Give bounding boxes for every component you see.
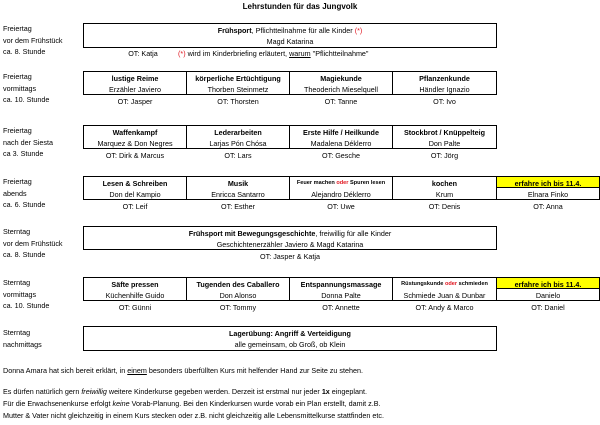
course-teacher: Küchenhilfe Guido <box>105 291 165 300</box>
course-ot: OT: Esther <box>221 202 255 211</box>
course-name-tbd: erfahre ich bis 11.4. <box>514 179 582 188</box>
course-name: Lesen & Schreiben <box>102 179 168 188</box>
day-label-sterntag-vormittags: Sterntag vormittags ca. 10. Stunde <box>3 278 50 310</box>
course-ot: OT: Lars <box>224 151 252 160</box>
course-name: Pflanzenkunde <box>419 74 470 83</box>
course-teacher: Krum <box>435 190 454 199</box>
course-name: Stockbrot / Knüppelteig <box>403 128 486 137</box>
day-label-sterntag-nachmittags: Sterntag nachmittags <box>3 328 42 349</box>
page-title: Lehrstunden für das Jungvolk <box>242 2 358 11</box>
course-name: Tugenden des Caballero <box>196 280 280 289</box>
course-teacher: alle gemeinsam, ob Groß, ob Klein <box>234 340 346 349</box>
course-teacher: Alejandro Déklerro <box>311 190 371 199</box>
course-ot: OT: Annette <box>322 303 360 312</box>
day-label-freiertag-vormittags: Freiertag vormittags ca. 10. Stunde <box>3 72 50 104</box>
course-teacher: Händler Ignazio <box>419 85 470 94</box>
course-name: kochen <box>431 179 458 188</box>
course-name: Entspannungsmassage <box>300 280 382 289</box>
course-teacher: Theoderich Mieselquell <box>304 85 378 94</box>
footnote: (*) wird im Kinderbriefing erläutert, warum "Pflichtteilnahme" <box>178 49 369 58</box>
day-label-freiertag-siesta: Freiertag nach der Siesta ca 3. Stunde <box>3 126 53 158</box>
course-teacher: Don del Kampio <box>109 190 161 199</box>
course-teacher: Don Alonso <box>219 291 257 300</box>
course-name: Waffenkampf <box>112 128 158 137</box>
course-name: Feuer machen oder Spuren lesen <box>296 180 386 186</box>
course-name: lustige Reime <box>111 74 159 83</box>
course-ot: OT: Anna <box>533 202 563 211</box>
course-teacher: Danielo <box>535 291 561 300</box>
course-name-tbd: erfahre ich bis 11.4. <box>514 280 582 289</box>
course-ot: OT: Jasper & Katja <box>260 252 320 261</box>
course-teacher: Marquez & Don Negres <box>97 139 173 148</box>
day-label-freiertag-fruehsport: Freiertag vor dem Frühstück ca. 8. Stunde <box>3 24 63 56</box>
course-name: Musik <box>227 179 249 188</box>
course-ot: OT: Günni <box>118 303 152 312</box>
course-ot: OT: Jörg <box>430 151 459 160</box>
course-teacher: Geschichtenerzähler Javiero & Magd Katarina <box>216 240 364 249</box>
note-line: Für die Erwachsenenkurse erfolgt keine Vorab-Planung. Bei den Kinderkursen wurde vorab ein Plan erstellt, damit z.B. <box>3 399 381 408</box>
course-name: Rüstungskunde oder schmieden <box>401 281 488 287</box>
course-ot: OT: Tanne <box>324 97 358 106</box>
course-teacher: Don Palte <box>428 139 461 148</box>
day-label-sterntag-fruehsport: Sterntag vor dem Frühstück ca. 8. Stunde <box>3 227 63 259</box>
course-name: Lederarbeiten <box>214 128 262 137</box>
course-teacher: Madalena Déklerro <box>310 139 372 148</box>
course-teacher: Erzähler Javiero <box>109 85 161 94</box>
asterisk-marker: (*) <box>354 26 363 35</box>
note-line: Es dürfen natürlich gern freiwillig weitere Kinderkurse gegeben werden. Derzeit ist erstmal nur jeder 1x eingeplant. <box>3 387 367 396</box>
course-title: Frühsport mit Bewegungsgeschichte, freiwillig für alle Kinder <box>188 229 392 238</box>
course-ot: OT: Denis <box>428 202 461 211</box>
course-ot: OT: Andy & Marco <box>415 303 474 312</box>
course-title: Lagerübung: Angriff & Verteidigung <box>229 329 351 338</box>
course-ot: OT: Tommy <box>219 303 257 312</box>
course-name: Magiekunde <box>320 74 362 83</box>
note-line: Donna Amara hat sich bereit erklärt, in einem besonders überfüllten Kurs mit helfender Hand zur Seite zu stehen. <box>3 366 363 375</box>
course-ot: OT: Leif <box>122 202 148 211</box>
course-ot: OT: Uwe <box>327 202 355 211</box>
course-ot: OT: Jasper <box>117 97 153 106</box>
course-teacher: Schmiede Juan & Dunbar <box>403 291 486 300</box>
course-teacher: Thorben Steinmetz <box>207 85 269 94</box>
course-teacher: Magd Katarina <box>266 37 314 46</box>
course-teacher: Elnara Finko <box>527 190 569 199</box>
course-teacher: Donna Palte <box>321 291 361 300</box>
course-teacher: Enricca Santarro <box>211 190 265 199</box>
course-ot: OT: Daniel <box>531 303 565 312</box>
course-name: körperliche Ertüchtigung <box>195 74 281 83</box>
course-ot: OT: Dirk & Marcus <box>105 151 165 160</box>
course-ot: OT: Katja <box>128 49 158 58</box>
course-ot: OT: Gesche <box>322 151 360 160</box>
day-label-freiertag-abends: Freiertag abends ca. 6. Stunde <box>3 177 46 209</box>
course-title: Frühsport, Pflichtteilnahme für alle Kinder (*) <box>217 26 363 35</box>
course-name: Säfte pressen <box>111 280 159 289</box>
course-ot: OT: Ivo <box>433 97 456 106</box>
course-name: Erste Hilfe / Heilkunde <box>303 128 379 137</box>
note-line: Mutter & Vater nicht gleichzeitig in einem Kurs stecken oder z.B. nicht gleichzeitig alle Lebensmittelkurse stattfinden etc. <box>3 411 384 420</box>
course-teacher: Larjas Pón Chósa <box>209 139 267 148</box>
course-ot: OT: Thorsten <box>217 97 259 106</box>
